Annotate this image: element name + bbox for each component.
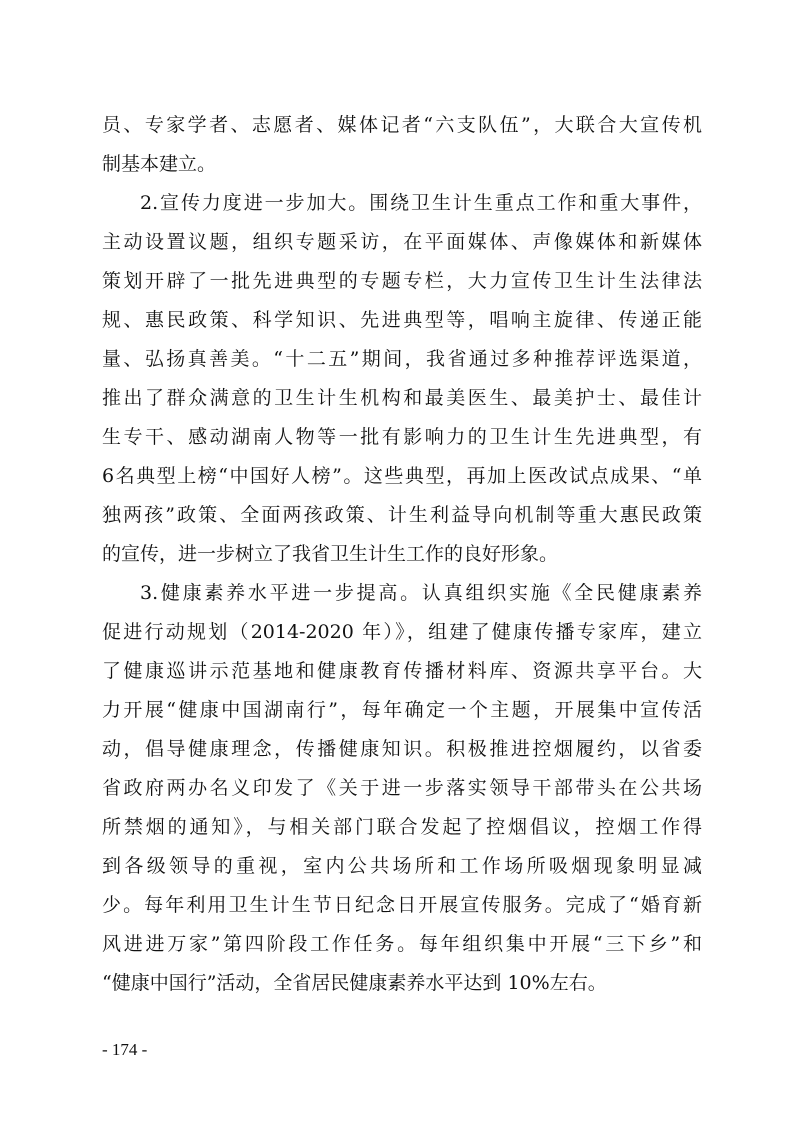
text-line: “健康中国行”活动，全省居民健康素养水平达到 10%左右。 (102, 972, 607, 994)
text-line: 生专干、感动湖南人物等一批有影响力的卫生计生先进典型，有 (102, 426, 702, 448)
text-line: 规、惠民政策、科学知识、先进典型等，唱响主旋律、传递正能 (102, 309, 702, 331)
paragraph-health-literacy (102, 574, 702, 1003)
text-line: 3.健康素养水平进一步提高。认真组织实施《全民健康素养 (140, 582, 702, 604)
text-line: 主动设置议题，组织专题采访，在平面媒体、声像媒体和新媒体 (102, 231, 702, 253)
text-line: 制基本建立。 (102, 153, 217, 175)
text-line: 的宣传，进一步树立了我省卫生计生工作的良好形象。 (102, 543, 559, 565)
paragraph-publicity (102, 184, 702, 574)
text-line: 所禁烟的通知》，与相关部门联合发起了控烟倡议，控烟工作得 (102, 816, 702, 838)
text-line: 动，倡导健康理念，传播健康知识。积极推进控烟履约，以省委 (102, 738, 702, 760)
text-line: 风进进万家”第四阶段工作任务。每年组织集中开展“三下乡”和 (102, 933, 702, 955)
text-line: 省政府两办名义印发了《关于进一步落实领导干部带头在公共场 (102, 777, 702, 799)
text-line: 推出了群众满意的卫生计生机构和最美医生、最美护士、最佳计 (102, 387, 702, 409)
text-line: 独两孩”政策、全面两孩政策、计生利益导向机制等重大惠民政策 (102, 504, 702, 526)
body-text (102, 106, 702, 1003)
text-line: 了健康巡讲示范基地和健康教育传播材料库、资源共享平台。大 (102, 660, 702, 682)
page-number: - 174 - (102, 1040, 148, 1059)
text-line: 策划开辟了一批先进典型的专题专栏，大力宣传卫生计生法律法 (102, 270, 702, 292)
text-line: 2.宣传力度进一步加大。围绕卫生计生重点工作和重大事件， (140, 192, 702, 214)
paragraph-team-building (102, 106, 702, 184)
text-line: 6名典型上榜“中国好人榜”。这些典型，再加上医改试点成果、“单 (102, 465, 702, 487)
text-line: 员、专家学者、志愿者、媒体记者“六支队伍”，大联合大宣传机 (102, 114, 702, 136)
text-line: 少。每年利用卫生计生节日纪念日开展宣传服务。完成了“婚育新 (102, 894, 702, 916)
text-line: 量、弘扬真善美。“十二五”期间，我省通过多种推荐评选渠道， (102, 348, 702, 370)
text-line: 促进行动规划（2014-2020 年）》，组建了健康传播专家库，建立 (102, 621, 702, 643)
text-line: 力开展“健康中国湖南行”，每年确定一个主题，开展集中宣传活 (102, 699, 702, 721)
text-line: 到各级领导的重视，室内公共场所和工作场所吸烟现象明显减 (102, 855, 702, 877)
